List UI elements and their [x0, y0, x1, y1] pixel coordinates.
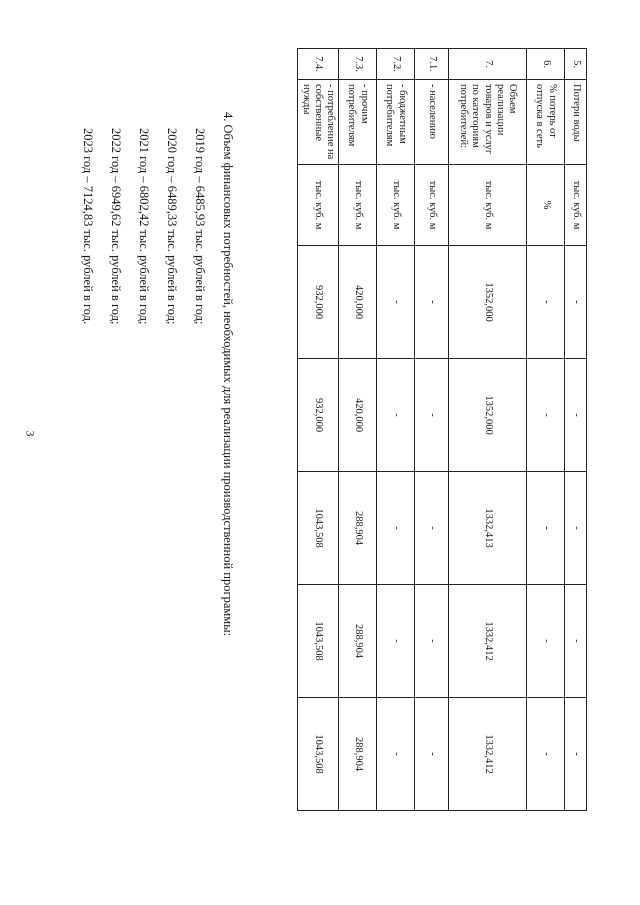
- value-cell: 288,904: [339, 472, 377, 585]
- table-row: [415, 49, 449, 811]
- value-cell: 288,904: [339, 585, 377, 698]
- value-cell: -: [527, 246, 565, 359]
- value-cell: -: [527, 472, 565, 585]
- unit-cell: тыс. куб. м: [415, 165, 449, 246]
- value-cell: 1043,508: [297, 698, 338, 811]
- table-row: [527, 49, 565, 811]
- value-cell: -: [527, 585, 565, 698]
- list-item: 2023 год – 7124,83 тыс. рублей в год.: [81, 128, 95, 325]
- list-item: 2021 год – 6802,42 тыс. рублей в год;: [137, 128, 151, 325]
- value-cell: -: [415, 698, 449, 811]
- value-cell: 1332,413: [449, 472, 527, 585]
- value-cell: 1043,508: [297, 472, 338, 585]
- indicator-name-cell: % потерь от отпуска в сеть: [527, 80, 565, 165]
- value-cell: -: [565, 585, 587, 698]
- unit-cell: тыс. куб. м: [339, 165, 377, 246]
- indicator-name-cell: - населению: [415, 80, 449, 165]
- table-row: [377, 49, 415, 811]
- value-cell: -: [377, 472, 415, 585]
- table-row: [297, 49, 338, 811]
- value-cell: 420,000: [339, 246, 377, 359]
- section-heading: 4. Объем финансовых потребностей, необходимых для реализации производственной программы:: [221, 112, 235, 637]
- row-number-cell: 6.: [527, 49, 565, 80]
- value-cell: -: [565, 698, 587, 811]
- value-cell: -: [377, 359, 415, 472]
- value-cell: 932,000: [297, 359, 338, 472]
- table-row: [339, 49, 377, 811]
- unit-cell: тыс. куб. м: [449, 165, 527, 246]
- row-number-cell: 7.: [449, 49, 527, 80]
- production-program-table: [297, 48, 587, 811]
- page-number: 3: [23, 430, 38, 437]
- unit-cell: тыс. куб. м: [377, 165, 415, 246]
- value-cell: -: [377, 698, 415, 811]
- value-cell: 932,000: [297, 246, 338, 359]
- value-cell: 1332,412: [449, 698, 527, 811]
- value-cell: -: [565, 472, 587, 585]
- value-cell: -: [527, 359, 565, 472]
- value-cell: -: [415, 246, 449, 359]
- value-cell: -: [527, 698, 565, 811]
- value-cell: -: [565, 359, 587, 472]
- value-cell: -: [377, 585, 415, 698]
- value-cell: 1043,508: [297, 585, 338, 698]
- row-number-cell: 5.: [565, 49, 587, 80]
- value-cell: 1352,000: [449, 359, 527, 472]
- value-cell: 420,000: [339, 359, 377, 472]
- unit-cell: тыс. куб. м: [297, 165, 338, 246]
- row-number-cell: 7.1.: [415, 49, 449, 80]
- value-cell: -: [415, 585, 449, 698]
- value-cell: 1332,412: [449, 585, 527, 698]
- list-item: 2019 год – 6485,93 тыс. рублей в год;: [193, 128, 207, 325]
- table-row: [565, 49, 587, 811]
- list-item: 2020 год – 6489,33 тыс. рублей в год;: [165, 128, 179, 325]
- indicator-name-cell: Потери воды: [565, 80, 587, 165]
- value-cell: -: [377, 246, 415, 359]
- indicator-name-cell: - прочим потребителям: [339, 80, 377, 165]
- indicator-name-cell: - потребление на собственные нужды: [297, 80, 338, 165]
- value-cell: 288,904: [339, 698, 377, 811]
- row-number-cell: 7.4.: [297, 49, 338, 80]
- value-cell: 1352,000: [449, 246, 527, 359]
- list-item: 2022 год – 6949,62 тыс. рублей в год;: [109, 128, 123, 325]
- value-cell: -: [415, 359, 449, 472]
- unit-cell: %: [527, 165, 565, 246]
- value-cell: -: [565, 246, 587, 359]
- table-row: [449, 49, 527, 811]
- unit-cell: тыс. куб. м: [565, 165, 587, 246]
- indicator-name-cell: - бюджетным потребителям: [377, 80, 415, 165]
- financial-needs-section: [74, 112, 242, 852]
- row-number-cell: 7.2.: [377, 49, 415, 80]
- row-number-cell: 7.3.: [339, 49, 377, 80]
- value-cell: -: [415, 472, 449, 585]
- indicator-name-cell: Объем реализации товаров и услуг по категориям потребителей:: [449, 80, 527, 165]
